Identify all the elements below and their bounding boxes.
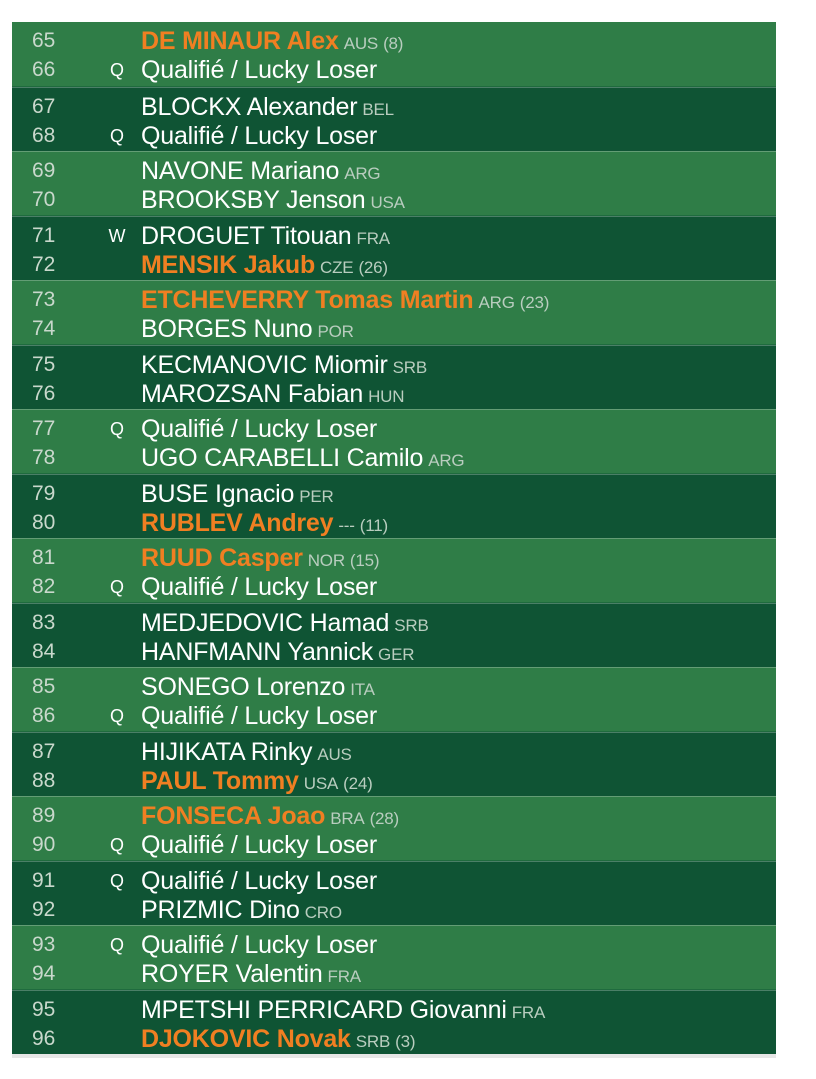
player-name[interactable]: BROOKSBY Jenson <box>141 186 366 214</box>
player-name[interactable]: ETCHEVERRY Tomas Martin <box>141 286 474 314</box>
player-row[interactable] <box>12 413 776 442</box>
match-block <box>12 22 776 86</box>
player-row[interactable] <box>12 349 776 378</box>
player-name[interactable]: DJOKOVIC Novak <box>141 1025 351 1053</box>
entry-status: Q <box>109 60 124 80</box>
draw-position: 90 <box>32 833 56 856</box>
player-name[interactable]: PRIZMIC Dino <box>141 896 300 924</box>
player-row[interactable] <box>12 91 776 120</box>
player-row[interactable] <box>12 894 776 923</box>
player-seed: (11) <box>359 516 388 535</box>
match-block <box>12 280 776 344</box>
entry-status: Q <box>109 871 124 891</box>
player-name[interactable]: MEDJEDOVIC Hamad <box>141 609 390 637</box>
draw-position: 76 <box>32 382 56 405</box>
draw-position: 82 <box>32 575 56 598</box>
player-row[interactable] <box>12 700 776 729</box>
player-row[interactable] <box>12 958 776 987</box>
player-country: ARG <box>478 293 515 312</box>
match-block <box>12 87 776 151</box>
player-row[interactable] <box>12 284 776 313</box>
draw-position: 69 <box>32 159 56 182</box>
player-country: POR <box>317 322 354 341</box>
player-seed: (24) <box>343 774 373 793</box>
player-row[interactable] <box>12 736 776 765</box>
player-name[interactable]: ROYER Valentin <box>141 960 323 988</box>
player-country: HUN <box>368 387 405 406</box>
draw-position: 78 <box>32 446 56 469</box>
match-block <box>12 345 776 409</box>
player-entry[interactable] <box>141 609 429 638</box>
player-row[interactable] <box>12 542 776 571</box>
player-row[interactable] <box>12 865 776 894</box>
entry-status: Q <box>109 126 124 146</box>
player-entry[interactable] <box>141 480 334 509</box>
player-row[interactable] <box>12 994 776 1023</box>
draw-position: 95 <box>32 998 56 1021</box>
player-name[interactable]: UGO CARABELLI Camilo <box>141 444 424 472</box>
player-entry[interactable] <box>141 251 388 280</box>
player-country: ARG <box>344 164 381 183</box>
player-row[interactable] <box>12 378 776 407</box>
player-country: CRO <box>304 903 342 922</box>
match-block <box>12 538 776 602</box>
player-row[interactable] <box>12 765 776 794</box>
player-entry[interactable] <box>141 638 414 667</box>
player-row[interactable] <box>12 25 776 54</box>
player-row[interactable] <box>12 671 776 700</box>
player-entry[interactable] <box>141 509 388 538</box>
player-entry[interactable] <box>141 186 405 215</box>
player-name[interactable]: Qualifié / Lucky Loser <box>141 867 377 895</box>
match-block <box>12 990 776 1054</box>
draw-position: 88 <box>32 769 56 792</box>
player-country: ITA <box>350 680 375 699</box>
draw-position: 84 <box>32 640 56 663</box>
player-seed: (8) <box>383 34 404 53</box>
player-country: SRB <box>392 358 427 377</box>
player-entry[interactable] <box>141 286 549 315</box>
draw-position: 73 <box>32 288 56 311</box>
player-country: GER <box>378 645 415 664</box>
player-country: CZE <box>320 258 354 277</box>
player-entry[interactable] <box>141 960 361 989</box>
match-block <box>12 732 776 796</box>
draw-table <box>12 22 776 1054</box>
player-country: SRB <box>355 1032 391 1051</box>
player-name[interactable]: MAROZSAN Fabian <box>141 380 364 408</box>
draw-position: 87 <box>32 740 56 763</box>
player-row[interactable] <box>12 478 776 507</box>
draw-position: 83 <box>32 611 56 634</box>
draw-position: 67 <box>32 95 56 118</box>
entry-status: Q <box>109 935 124 955</box>
player-name[interactable]: SONEGO Lorenzo <box>141 673 346 701</box>
draw-position: 80 <box>32 511 56 534</box>
player-country: USA <box>370 193 405 212</box>
player-entry[interactable] <box>141 831 377 860</box>
player-name[interactable]: PAUL Tommy <box>141 767 299 795</box>
draw-position: 96 <box>32 1027 56 1050</box>
player-entry[interactable] <box>141 315 354 344</box>
entry-status: Q <box>109 835 124 855</box>
player-row[interactable] <box>12 249 776 278</box>
draw-position: 81 <box>32 546 56 569</box>
player-name[interactable]: Qualifié / Lucky Loser <box>141 831 377 859</box>
match-block <box>12 861 776 925</box>
player-entry[interactable] <box>141 573 377 602</box>
player-entry[interactable] <box>141 1025 415 1054</box>
player-row[interactable] <box>12 184 776 213</box>
player-entry[interactable] <box>141 122 377 151</box>
player-entry[interactable] <box>141 767 373 796</box>
player-country: AUS <box>317 745 352 764</box>
player-entry[interactable] <box>141 444 464 473</box>
player-name[interactable]: DROGUET Titouan <box>141 222 352 250</box>
player-entry[interactable] <box>141 222 390 251</box>
player-row[interactable] <box>12 636 776 665</box>
match-block <box>12 216 776 280</box>
match-block <box>12 603 776 667</box>
table-bottom-edge <box>12 1054 776 1058</box>
draw-position: 66 <box>32 58 56 81</box>
player-row[interactable] <box>12 929 776 958</box>
player-entry[interactable] <box>141 56 377 85</box>
draw-position: 93 <box>32 933 56 956</box>
player-country: FRA <box>356 229 390 248</box>
player-name[interactable]: Qualifié / Lucky Loser <box>141 415 377 443</box>
player-name[interactable]: DE MINAUR Alex <box>141 27 339 55</box>
player-entry[interactable] <box>141 702 377 731</box>
player-seed: (26) <box>358 258 388 277</box>
player-name[interactable]: KECMANOVIC Miomir <box>141 351 388 379</box>
player-name[interactable]: Qualifié / Lucky Loser <box>141 702 377 730</box>
player-country: BRA <box>330 809 365 828</box>
player-name[interactable]: FONSECA Joao <box>141 802 326 830</box>
match-block <box>12 796 776 860</box>
player-row[interactable] <box>12 829 776 858</box>
player-name[interactable]: HIJIKATA Rinky <box>141 738 313 766</box>
player-name[interactable]: BORGES Nuno <box>141 315 313 343</box>
player-country: PER <box>299 487 334 506</box>
player-entry[interactable] <box>141 351 427 380</box>
match-block <box>12 474 776 538</box>
player-seed: (15) <box>349 551 380 570</box>
draw-position: 92 <box>32 898 56 921</box>
draw-position: 70 <box>32 188 56 211</box>
player-name[interactable]: Qualifié / Lucky Loser <box>141 56 377 84</box>
entry-status: Q <box>109 419 124 439</box>
entry-status: Q <box>109 706 124 726</box>
player-name[interactable]: Qualifié / Lucky Loser <box>141 573 377 601</box>
draw-position: 75 <box>32 353 56 376</box>
draw-position: 94 <box>32 962 56 985</box>
player-country: --- <box>338 516 355 535</box>
player-entry[interactable] <box>141 380 404 409</box>
player-seed: (28) <box>369 809 399 828</box>
draw-position: 91 <box>32 869 56 892</box>
player-country: FRA <box>511 1003 546 1022</box>
player-name[interactable]: RUBLEV Andrey <box>141 509 334 537</box>
player-name[interactable]: HANFMANN Yannick <box>141 638 374 666</box>
draw-position: 72 <box>32 253 56 276</box>
player-entry[interactable] <box>141 867 377 896</box>
player-country: FRA <box>327 967 361 986</box>
player-row[interactable] <box>12 120 776 149</box>
player-country: NOR <box>307 551 345 570</box>
entry-status: Q <box>109 577 124 597</box>
draw-position: 74 <box>32 317 56 340</box>
match-block <box>12 409 776 473</box>
player-entry[interactable] <box>141 93 394 122</box>
draw-position: 68 <box>32 124 56 147</box>
draw-position: 79 <box>32 482 56 505</box>
draw-position: 89 <box>32 804 56 827</box>
player-row[interactable] <box>12 155 776 184</box>
draw-position: 77 <box>32 417 56 440</box>
draw-position: 85 <box>32 675 56 698</box>
player-name[interactable]: MPETSHI PERRICARD Giovanni <box>141 996 507 1024</box>
player-entry[interactable] <box>141 931 377 960</box>
player-row[interactable] <box>12 571 776 600</box>
player-name[interactable]: NAVONE Mariano <box>141 157 340 185</box>
player-entry[interactable] <box>141 415 377 444</box>
player-country: USA <box>303 774 339 793</box>
draw-position: 71 <box>32 224 56 247</box>
player-row[interactable] <box>12 220 776 249</box>
player-entry[interactable] <box>141 802 399 831</box>
entry-status: W <box>108 226 126 246</box>
player-entry[interactable] <box>141 738 352 767</box>
player-seed: (23) <box>519 293 550 312</box>
player-name[interactable]: Qualifié / Lucky Loser <box>141 122 377 150</box>
player-country: BEL <box>362 100 394 119</box>
player-entry[interactable] <box>141 673 375 702</box>
player-entry[interactable] <box>141 996 545 1025</box>
player-entry[interactable] <box>141 157 380 186</box>
player-country: AUS <box>343 34 379 53</box>
player-name[interactable]: BLOCKX Alexander <box>141 93 358 121</box>
match-block <box>12 667 776 731</box>
player-row[interactable] <box>12 507 776 536</box>
player-entry[interactable] <box>141 27 403 56</box>
match-block <box>12 151 776 215</box>
player-row[interactable] <box>12 1023 776 1052</box>
player-name[interactable]: BUSE Ignacio <box>141 480 295 508</box>
player-entry[interactable] <box>141 544 379 573</box>
player-row[interactable] <box>12 313 776 342</box>
player-entry[interactable] <box>141 896 342 925</box>
player-row[interactable] <box>12 54 776 83</box>
player-name[interactable]: MENSIK Jakub <box>141 251 316 279</box>
player-country: ARG <box>428 451 465 470</box>
draw-position: 86 <box>32 704 56 727</box>
player-row[interactable] <box>12 800 776 829</box>
player-country: SRB <box>394 616 429 635</box>
player-seed: (3) <box>395 1032 416 1051</box>
player-row[interactable] <box>12 607 776 636</box>
draw-position: 65 <box>32 29 56 52</box>
player-name[interactable]: RUUD Casper <box>141 544 303 572</box>
player-name[interactable]: Qualifié / Lucky Loser <box>141 931 377 959</box>
match-block <box>12 925 776 989</box>
player-row[interactable] <box>12 442 776 471</box>
